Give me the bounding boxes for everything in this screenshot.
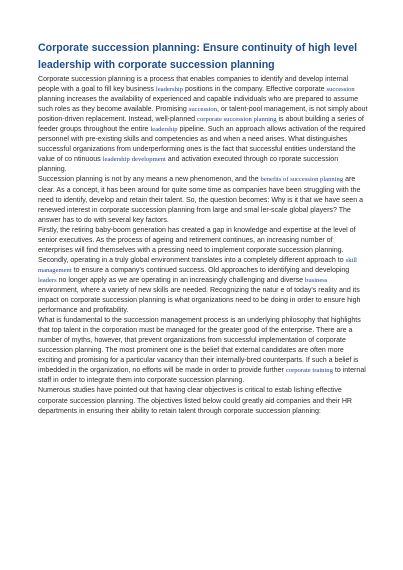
keyword-link[interactable]: leadership xyxy=(150,126,178,134)
document-page xyxy=(38,40,368,417)
paragraph-text: Firstly, the retiring baby-boom generation has created a gap in knowledge and expertise at the level of senior executives. As the process of ageing and retirement continues, an increasing number of enterprises will find themselves with a pressing need to implement corporate succession planning. Secondly, operating in a truly global environment translates into a completely different approach to xyxy=(38,226,356,264)
paragraph-text: environment, where a variety of new skills are needed. Recognizing the natur e of today's reality and its impact on corporate succession planning is what organizations need to be doing in order to ensure high performance and profitability. xyxy=(38,286,361,315)
paragraph xyxy=(38,316,368,386)
paragraph xyxy=(38,175,368,225)
paragraph-text: to internal staff in order to integrate them into corporate succession planning. xyxy=(38,367,366,385)
keyword-link[interactable]: succession xyxy=(188,106,218,114)
paragraph xyxy=(38,386,368,416)
paragraph-text: pipeline. Such an approach allows activation of the required personnel with pre-existing skills and competencies as and when a need arises. What distinguishes successful organizations from underperforming ones is the fact that successful entities understand the value of co ntinuous xyxy=(38,126,366,164)
paragraph xyxy=(38,75,368,175)
paragraph-text: are clear. As a concept, it has been around for quite some time as companies have been struggling with the need to identify, develop and retain their talent. So, the question becomes: Why is it that we have seen a renewed interest in corporate succession planning from large and smal ler-scale global players? The answer has to do with several key factors. xyxy=(38,176,364,224)
paragraph-text: planning increases the availability of experienced and capable individuals who are prepared to assume such roles as they become available. Promising xyxy=(38,96,359,114)
paragraph-text: no longer apply as we are operating in an increasingly challenging and diverse xyxy=(56,276,306,284)
paragraph-text: positions in the company. Effective corporate xyxy=(183,86,327,94)
paragraph-text: Corporate succession planning is a process that enables companies to identify and develop internal people with a goal to fill key business xyxy=(38,76,349,94)
keyword-link[interactable]: leadership xyxy=(102,156,130,164)
paragraph-text: Numerous studies have pointed out that having clear objectives is critical to estab lishing effective corporate succession planning. The objectives listed below could greatly aid companies and their HR departments in ensuring their ability to retain talent through corporate succession planning: xyxy=(38,387,353,415)
keyword-link[interactable]: development xyxy=(131,156,166,164)
document-body xyxy=(38,75,368,417)
keyword-link[interactable]: leadership xyxy=(155,86,184,94)
keyword-link[interactable]: corporate training xyxy=(285,367,333,375)
paragraph-text: is about building a series of feeder groups throughout the entire xyxy=(38,116,364,134)
paragraph-text: What is fundamental to the succession management process is an underlying philosophy that highlights that top talent in the corporation must be managed for the greater good of the enterprise. There are a number of myths, however, that prevent organizations from successful implementation of corporate succession planning. The most prominent one is the belief that external candidates are often more exciting and promising for a particular vacancy than their internally-bred counterparts. If such a belief is imbedded in the organization, no efforts will be made in order to provide further xyxy=(38,317,361,375)
keyword-link[interactable]: corporate succession planning xyxy=(197,116,277,124)
paragraph-text: to ensure a company's continued success. Old approaches to identifying and developing xyxy=(71,266,350,274)
keyword-link[interactable]: succession xyxy=(326,86,355,94)
paragraph xyxy=(38,226,368,316)
keyword-link[interactable]: benefits of succession planning xyxy=(260,176,344,184)
keyword-link[interactable]: business xyxy=(305,276,328,284)
keyword-link[interactable]: skill management xyxy=(38,256,357,274)
paragraph-text: Succession planning is not by any means a new phenomenon, and the xyxy=(38,176,261,184)
paragraph-text: , or talent-pool management, is not simply about position-driven replacement. Instead, well-planned xyxy=(38,106,368,124)
paragraph-text: and activation executed through co rporate succession planning. xyxy=(38,156,339,174)
document-title: Corporate succession planning: Ensure continuity of high level leadership with corporate succession planning xyxy=(38,42,358,71)
keyword-link[interactable]: leaders xyxy=(38,276,57,284)
